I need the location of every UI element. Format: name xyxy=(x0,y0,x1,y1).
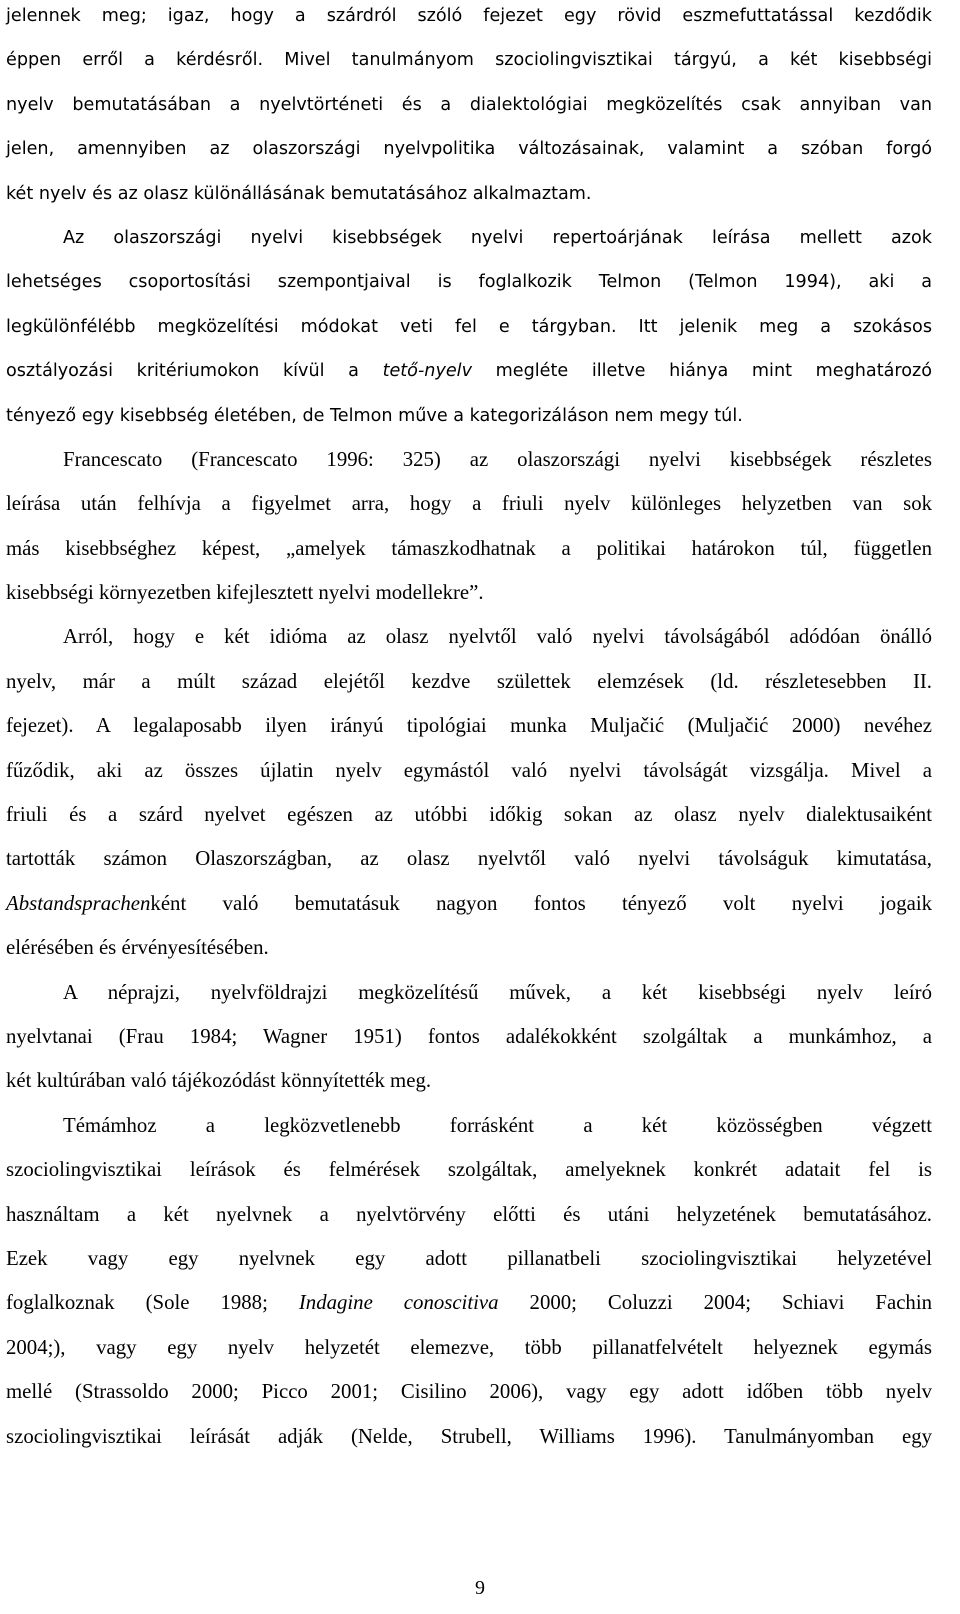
text-line-content: lehetséges csoportosítási szempontjaival is foglalkozik Telmon (Telmon 1994), aki a xyxy=(6,272,932,293)
text-line xyxy=(6,1104,932,1148)
text-line-content: nyelvtanai (Frau 1984; Wagner 1951) fontos adalékokként szolgáltak a munkámhoz, a xyxy=(6,1024,932,1048)
text-line-content: 2004;), vagy egy nyelv helyzetét elemezve, több pillanatfelvételt helyeznek egymás xyxy=(6,1335,932,1359)
text-line-content: Ezek vagy egy nyelvnek egy adott pillanatbeli szociolingvisztikai helyzetével xyxy=(6,1246,932,1270)
text-line xyxy=(6,1148,932,1192)
text-line-content: más kisebbséghez képest, „amelyek támaszkodhatnak a politikai határokon túl, független xyxy=(6,536,932,560)
text-line-content: leírása után felhívja a figyelmet arra, hogy a friuli nyelv különleges helyzetben van sok xyxy=(6,492,932,516)
italic-term: Indagine conoscitiva xyxy=(298,1291,499,1315)
text-line xyxy=(6,305,932,349)
text-line-content: szociolingvisztikai leírását adják (Nelde, Strubell, Williams 1996). Tanulmányomban egy xyxy=(6,1424,932,1448)
text-line-content: fűződik, aki az összes újlatin nyelv egymástól való nyelvi távolságát vizsgálja. Mivel a xyxy=(6,758,932,782)
text-line-content: tartották számon Olaszországban, az olasz nyelvtől való nyelvi távolságuk kimutatása, xyxy=(6,847,932,871)
text-line-content: jelen, amennyiben az olaszországi nyelvpolitika változásainak, valamint a szóban forgó xyxy=(6,139,932,160)
text-line-content: osztályozási kritériumokon kívül a tető-nyelv megléte illetve hiánya mint meghatározó xyxy=(6,361,932,382)
text-line xyxy=(6,260,932,304)
text-line-content: friuli és a szárd nyelvet egészen az utóbbi időkig sokan az olasz nyelv dialektusaiként xyxy=(6,803,932,827)
text-line xyxy=(6,1193,932,1237)
text-line-content: nyelv bemutatásában a nyelvtörténeti és a dialektológiai megközelítés csak annyiban van xyxy=(6,94,932,115)
text-line-content: nyelv, már a múlt század elejétől kezdve születtek elemzések (ld. részletesebben II. xyxy=(6,669,932,693)
text-line xyxy=(6,571,932,615)
text-line-content: használtam a két nyelvnek a nyelvtörvény előtti és utáni helyzetének bemutatásához. xyxy=(6,1202,932,1226)
text-line-content: szociolingvisztikai leírások és felmérések szolgáltak, amelyeknek konkrét adatait fel is xyxy=(6,1158,932,1182)
text-line xyxy=(6,527,932,571)
text-line xyxy=(6,172,932,216)
text-line xyxy=(6,438,932,482)
text-line xyxy=(6,837,932,881)
text-line-content: legkülönfélébb megközelítési módokat veti fel e tárgyban. Itt jelenik meg a szokásos xyxy=(6,316,932,337)
text-line xyxy=(6,1281,932,1325)
text-line xyxy=(6,1370,932,1414)
text-lines xyxy=(6,0,932,1459)
text-line-content: mellé (Strassoldo 2000; Picco 2001; Cisilino 2006), vagy egy adott időben több nyelv xyxy=(6,1380,932,1404)
text-line-content: két kultúrában való tájékozódást könnyítették meg. xyxy=(6,1069,432,1093)
text-line xyxy=(6,83,932,127)
page-number: 9 xyxy=(475,1577,485,1599)
text-line-content: kisebbségi környezetben kifejlesztett nyelvi modellekre”. xyxy=(6,581,484,605)
text-line xyxy=(6,615,932,659)
text-line xyxy=(6,394,932,438)
text-line xyxy=(6,1237,932,1281)
text-line xyxy=(6,704,932,748)
text-line xyxy=(6,1015,932,1059)
text-line-content: fejezet). A legalaposabb ilyen irányú tipológiai munka Muljačić (Muljačić 2000) nevéhez xyxy=(6,714,932,738)
italic-term: Abstandsprachen xyxy=(6,891,151,915)
text-line xyxy=(6,1415,932,1459)
text-line-content: Témámhoz a legközvetlenebb forrásként a két közösségben végzett xyxy=(63,1113,932,1137)
text-line-content: két nyelv és az olasz különállásának bemutatásához alkalmaztam. xyxy=(6,183,592,204)
text-line xyxy=(6,971,932,1015)
text-line xyxy=(6,749,932,793)
text-line xyxy=(6,882,932,926)
text-line xyxy=(6,0,932,38)
text-line-content: elérésében és érvényesítésében. xyxy=(6,936,269,960)
text-line xyxy=(6,793,932,837)
page-text-body xyxy=(6,0,932,1459)
text-line xyxy=(6,349,932,393)
text-line-content: foglalkoznak (Sole 1988; Indagine conoscitiva 2000; Coluzzi 2004; Schiavi Fachin xyxy=(6,1291,932,1315)
text-line-content: Abstandsprachenként való bemutatásuk nagyon fontos tényező volt nyelvi jogaik xyxy=(6,891,932,915)
italic-term: tető-nyelv xyxy=(382,361,472,382)
text-line xyxy=(6,216,932,260)
text-line-content: tényező egy kisebbség életében, de Telmon műve a kategorizáláson nem megy túl. xyxy=(6,405,743,426)
text-line-content: éppen erről a kérdésről. Mivel tanulmányom szociolingvisztikai tárgyú, a két kisebbségi xyxy=(6,50,932,71)
text-line xyxy=(6,1326,932,1370)
text-line xyxy=(6,482,932,526)
text-line-content: jelennek meg; igaz, hogy a szárdról szóló fejezet egy rövid eszmefuttatással kezdődik xyxy=(6,6,932,26)
text-line-content: Francescato (Francescato 1996: 325) az olaszországi nyelvi kisebbségek részletes xyxy=(63,447,932,471)
text-line-content: Az olaszországi nyelvi kisebbségek nyelvi repertoárjának leírása mellett azok xyxy=(63,227,932,248)
text-line-content: A néprajzi, nyelvföldrajzi megközelítésű művek, a két kisebbségi nyelv leíró xyxy=(63,980,932,1004)
text-line xyxy=(6,127,932,171)
text-line-content: Arról, hogy e két idióma az olasz nyelvtől való nyelvi távolságából adódóan önálló xyxy=(63,625,932,649)
text-line xyxy=(6,38,932,82)
text-line xyxy=(6,926,932,970)
text-line xyxy=(6,1059,932,1103)
text-line xyxy=(6,660,932,704)
